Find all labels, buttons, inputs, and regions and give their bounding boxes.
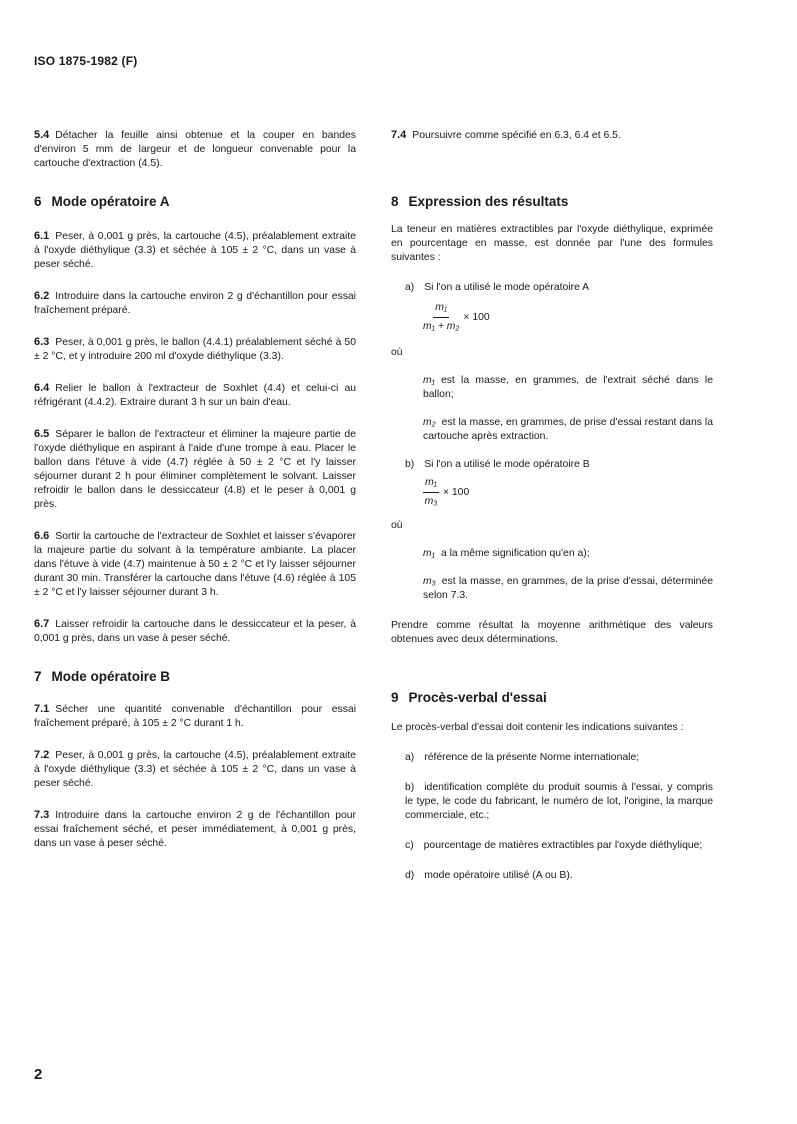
symbol: m₁ <box>423 548 435 559</box>
heading-8 <box>391 195 713 209</box>
heading-number: 6 <box>34 194 42 209</box>
clause-text: Poursuivre comme spécifié en 6.3, 6.4 et 6.5. <box>412 130 621 141</box>
formula-multiplier: × 100 <box>463 311 490 323</box>
definition-text: est la masse, en grammes, de l'extrait séché dans le ballon; <box>423 375 713 400</box>
clause-text: Sortir la cartouche de l'extracteur de Soxhlet et laisser s'évaporer la majeure partie du solvant à la température ambiante. La placer dans l'étuve à vide (4.7) maintenue à 50 ± 2 °C et l'y laisser séjourner durant 30 min. Transférer la cartouche dans l'étuve (4.6) réglée à 105 ± 2 °C et l'y laisser séjourner durant 3 h. <box>34 531 356 598</box>
heading-title: Procès-verbal d'essai <box>408 690 547 705</box>
item-label: c) <box>405 840 414 851</box>
clause-text: Peser, à 0,001 g près, la cartouche (4.5), préalablement extraite à l'oxyde diéthylique (3.3) et séchée à 105 ± 2 °C, dans un vase à peser séché. <box>34 750 356 789</box>
clause-6-2 <box>34 289 356 318</box>
heading-7 <box>34 670 356 684</box>
clause-number: 7.3 <box>34 809 50 821</box>
definition-m1-a <box>391 374 713 402</box>
clause-number: 6.4 <box>34 382 50 394</box>
clause-text: Peser, à 0,001 g près, la cartouche (4.5), préalablement extraite à l'oxyde diéthylique (3.3) et séchée à 105 ± 2 °C, dans un vase à peser séché. <box>34 231 356 270</box>
clause-number: 6.6 <box>34 530 50 542</box>
clause-number: 7.1 <box>34 703 50 715</box>
item-label: b) <box>405 459 415 470</box>
definition-m2-a <box>391 416 713 444</box>
where-label: où <box>391 520 403 531</box>
item-text: référence de la présente Norme internationale; <box>424 752 640 763</box>
item-label: d) <box>405 870 415 881</box>
item-text: identification complète du produit soumis à l'essai, y compris le type, le code du fabricant, le numéro de lot, l'origine, la marque commerciale, etc.; <box>405 782 713 821</box>
heading-number: 7 <box>34 669 42 684</box>
clause-text: Séparer le ballon de l'extracteur et éliminer la majeure partie de l'oxyde diéthylique en aspirant à l'aide d'une trompe à eau. Placer le ballon dans l'étuve à vide (4.7) réglée à 50 ± 2 °C et l'y laisser séjourner durant 2 h pour éliminer complètement le solvant. Laisser refroidir le ballon dans le dessiccateur (4.8) et le peser à 0,001 g près. <box>34 429 356 510</box>
clause-5-4 <box>34 128 356 171</box>
right-column <box>391 128 713 883</box>
clause-text: Introduire dans la cartouche environ 2 g de l'échantillon pour essai fraîchement séché, et peser immédiatement, à 0,001 g près, dans un vase à peser séché. <box>34 810 356 849</box>
symbol: m₃ <box>423 576 436 587</box>
definition-text: est la masse, en grammes, de prise d'essai restant dans la cartouche après extraction. <box>423 417 713 442</box>
clause-text: Détacher la feuille ainsi obtenue et la couper en bandes d'environ 5 mm de largeur et de longueur convenable pour la cartouche d'extraction (4.5). <box>34 130 356 169</box>
case-b <box>391 458 713 472</box>
clause-text: Sécher une quantité convenable d'échantillon pour essai fraîchement préparé, à 105 ± 2 °C durant 1 h. <box>34 704 356 729</box>
formula-a <box>391 301 713 334</box>
clause-number: 6.2 <box>34 290 50 302</box>
formula-multiplier: × 100 <box>442 486 470 498</box>
clause-text: Relier le ballon à l'extracteur de Soxhlet (4.4) et celui-ci au réfrigérant (4.4.2). Extraire durant 3 h sur un bain d'eau. <box>34 383 356 408</box>
definition-m1-b <box>391 547 713 561</box>
fraction-denominator: m₁ + m₂ <box>423 321 460 332</box>
item-text: pourcentage de matières extractibles par l'oxyde diéthylique; <box>423 840 703 851</box>
fraction <box>423 301 459 334</box>
definition-text: a la même signification qu'en a); <box>440 548 590 559</box>
where-label: où <box>391 347 403 358</box>
page-number: 2 <box>34 1066 43 1083</box>
report-item-c <box>391 839 713 853</box>
fraction <box>423 476 439 509</box>
definition-m3-b <box>391 575 713 603</box>
document-header: ISO 1875-1982 (F) <box>34 54 138 68</box>
clause-6-6 <box>34 529 356 600</box>
clause-number: 5.4 <box>34 129 50 141</box>
clause-text: Introduire dans la cartouche environ 2 g d'échantillon pour essai fraîchement préparé. <box>34 291 356 316</box>
clause-number: 7.4 <box>391 129 407 141</box>
clause-6-5 <box>34 427 356 512</box>
fraction-numerator: m₁ <box>433 301 449 318</box>
report-item-b <box>391 781 713 823</box>
item-text: mode opératoire utilisé (A ou B). <box>424 870 573 881</box>
heading-title: Mode opératoire A <box>51 194 170 209</box>
clause-number: 7.2 <box>34 749 50 761</box>
heading-number: 8 <box>391 194 399 209</box>
item-label: b) <box>405 782 415 793</box>
clause-text: Laisser refroidir la cartouche dans le dessiccateur et la peser, à 0,001 g près, dans un vase à peser séché. <box>34 619 356 644</box>
definition-text: est la masse, en grammes, de la prise d'essai, déterminée selon 7.3. <box>423 576 713 601</box>
clause-6-7 <box>34 617 356 646</box>
heading-number: 9 <box>391 690 399 705</box>
clause-7-3 <box>34 808 356 851</box>
clause-6-1 <box>34 229 356 272</box>
clause-7-4 <box>391 128 713 143</box>
item-text: Si l'on a utilisé le mode opératoire B <box>424 459 590 470</box>
clause-number: 6.3 <box>34 336 50 348</box>
left-column <box>34 128 356 851</box>
heading-6 <box>34 195 356 209</box>
item-text: Si l'on a utilisé le mode opératoire A <box>424 282 590 293</box>
clause-6-3 <box>34 335 356 364</box>
results-intro: La teneur en matières extractibles par l'oxyde diéthylique, exprimée en pourcentage en masse, est donnée par l'une des formules suivantes : <box>391 224 713 263</box>
item-label: a) <box>405 752 415 763</box>
heading-9 <box>391 691 713 705</box>
clause-7-2 <box>34 748 356 791</box>
report-item-d <box>391 869 713 883</box>
item-label: a) <box>405 282 415 293</box>
clause-number: 6.5 <box>34 428 50 440</box>
clause-6-4 <box>34 381 356 410</box>
formula-b <box>391 476 713 509</box>
symbol: m₁ <box>423 375 435 386</box>
results-conclusion: Prendre comme résultat la moyenne arithmétique des valeurs obtenues avec deux déterminations. <box>391 620 713 645</box>
case-a <box>391 281 713 295</box>
clause-7-1 <box>34 702 356 731</box>
fraction-numerator: m₁ <box>423 476 439 493</box>
report-intro: Le procès-verbal d'essai doit contenir les indications suivantes : <box>391 722 684 733</box>
fraction-denominator: m₃ <box>424 496 438 507</box>
report-item-a <box>391 751 713 765</box>
symbol: m₂ <box>423 417 436 428</box>
clause-text: Peser, à 0,001 g près, le ballon (4.4.1) préalablement séché à 50 ± 2 °C, et y introduire 200 ml d'oxyde diéthylique (3.3). <box>34 337 356 362</box>
heading-title: Expression des résultats <box>408 194 569 209</box>
clause-number: 6.1 <box>34 230 50 242</box>
heading-title: Mode opératoire B <box>51 669 171 684</box>
clause-number: 6.7 <box>34 618 50 630</box>
